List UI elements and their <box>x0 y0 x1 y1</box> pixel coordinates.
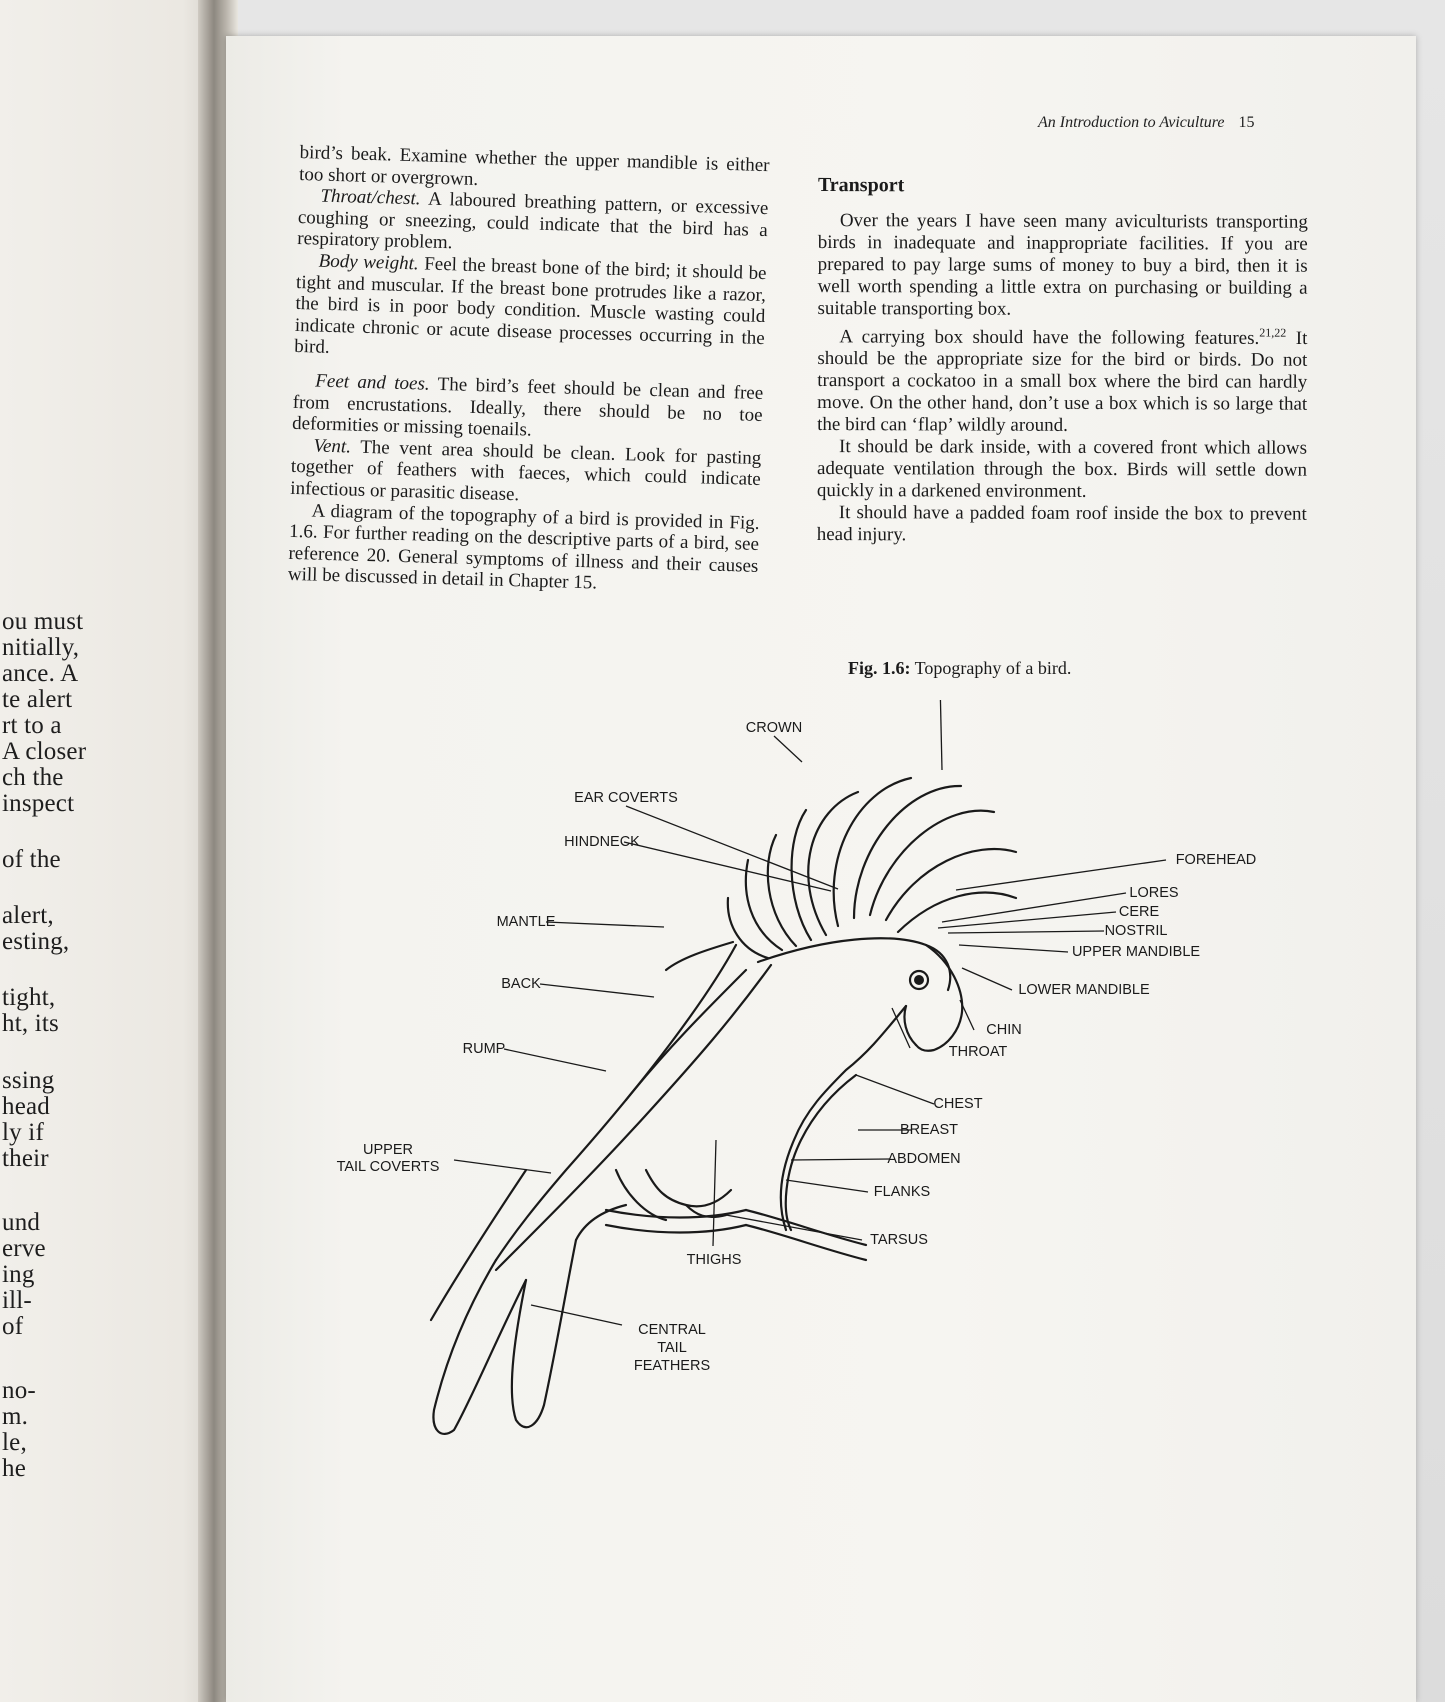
left-page-line: ing <box>2 1261 35 1288</box>
left-page-line: no- <box>2 1377 36 1404</box>
label-hindneck: HINDNECK <box>564 834 640 850</box>
leader-line <box>504 1049 606 1071</box>
figure-caption-label: Fig. 1.6: <box>848 658 911 678</box>
leader-line <box>626 806 838 889</box>
left-page <box>0 0 215 1702</box>
leader-line <box>540 984 654 997</box>
figure-caption-text: Topography of a bird. <box>910 658 1072 678</box>
left-page-line: rt to a <box>2 712 62 739</box>
label-forehead: FOREHEAD <box>1175 852 1257 868</box>
paragraph-text: It should be dark inside, with a covered front which allows adequate ventilation through the box. Birds will settle down quickly in a darkened environment. <box>816 436 1308 503</box>
back-outline <box>496 965 771 1270</box>
left-page-line: alert, <box>2 902 54 929</box>
perch <box>746 1210 866 1245</box>
left-page-line: und <box>2 1209 41 1236</box>
left-page-line: inspect <box>2 790 75 817</box>
leader-line <box>726 1215 862 1240</box>
leader-line <box>786 1180 868 1192</box>
left-page-line: of the <box>2 846 61 873</box>
label-abdomen: ABDOMEN <box>887 1151 961 1167</box>
left-page-line: ch the <box>2 764 64 791</box>
reference-superscript: 21,22 <box>1259 325 1287 340</box>
bird-topography-figure <box>226 700 1376 1500</box>
left-page-line: esting, <box>2 928 70 955</box>
label-lower-mandible: LOWER MANDIBLE <box>1018 982 1150 998</box>
crest-feather <box>870 811 994 915</box>
left-page-line: head <box>2 1093 50 1120</box>
figure-labels <box>337 700 1257 1374</box>
label-tail-coverts: TAIL COVERTS <box>336 1159 440 1175</box>
paragraph-text: Over the years I have seen many aviculturists transporting birds in inadequate and inappropriate facilities. If you are prepared to pay large sums of money to buy a bird, then it is well worth spending a little extra on purchasing or building a suitable transporting box. <box>817 210 1308 320</box>
label-rump: RUMP <box>462 1041 506 1057</box>
paragraph <box>817 320 1307 438</box>
right-text-column <box>817 174 1308 548</box>
label-chest: CHEST <box>933 1096 983 1112</box>
paragraph-text: It should have a padded foam roof inside the box to prevent head injury. <box>816 502 1307 546</box>
paragraph-text: bird’s beak. Examine whether the upper mandible is either too short or overgrown. <box>298 142 770 190</box>
paragraph-text: The bird’s feet should be clean and free from encrustations. Ideally, there should be no toe deformities or missing toenails. <box>291 373 764 441</box>
left-page-line: of <box>2 1313 24 1340</box>
leader-line <box>938 912 1116 928</box>
left-page-line: their <box>2 1145 49 1172</box>
left-page-line: he <box>2 1455 26 1482</box>
label-thighs: THIGHS <box>686 1252 742 1268</box>
left-page-line: ly if <box>2 1119 44 1146</box>
label-upper-mandible: UPPER MANDIBLE <box>1071 944 1201 960</box>
label-throat: THROAT <box>948 1044 1008 1060</box>
paragraph <box>817 210 1307 322</box>
left-page-line: ill- <box>2 1287 32 1314</box>
bird-eye <box>910 971 928 989</box>
running-head-title: An Introduction to Aviculture <box>1038 114 1225 131</box>
leader-line <box>774 736 802 762</box>
leader-line <box>959 945 1068 952</box>
leader-line <box>546 922 664 927</box>
left-text-column <box>288 142 770 599</box>
paragraph-lead: Vent. <box>313 435 352 458</box>
paragraph-lead: Throat/chest. <box>320 185 421 210</box>
paragraph-lead: Feet and toes. <box>315 370 430 395</box>
paragraph <box>294 250 767 371</box>
left-page-line: tight, <box>2 984 56 1011</box>
leader-line <box>940 700 942 770</box>
label-nostril: NOSTRIL <box>1104 923 1168 939</box>
mantle-outline <box>626 970 746 1100</box>
page-number: 15 <box>1238 114 1255 131</box>
label-chin: CHIN <box>986 1022 1022 1038</box>
label-tail: TAIL <box>657 1340 687 1356</box>
perch <box>606 1225 746 1233</box>
label-back: BACK <box>501 976 541 992</box>
label-mantle: MANTLE <box>496 914 556 930</box>
label-lores: LORES <box>1129 885 1179 901</box>
left-page-line: ht, its <box>2 1010 59 1037</box>
cockatoo-illustration <box>431 778 1016 1434</box>
leader-line <box>942 893 1126 922</box>
crest-feather <box>808 792 858 935</box>
label-cere: CERE <box>1118 904 1160 920</box>
label-flanks: FLANKS <box>873 1184 931 1200</box>
label-upper: UPPER <box>363 1142 413 1158</box>
leader-lines <box>454 700 1166 1325</box>
left-page-line: A closer <box>2 738 87 765</box>
left-page-line: nitially, <box>2 634 80 661</box>
eye-pupil <box>914 975 924 985</box>
paragraph-text: It should be the appropriate size for the bird or birds. Do not transport a cockatoo in a small box where the bird can hardly move. On the other hand, don’t use a box which is so large that the bird can ‘flap’ wildly around. <box>817 327 1308 437</box>
upper-beak <box>916 945 962 1051</box>
left-page-line: m. <box>2 1403 29 1430</box>
paragraph-text: Feel the breast bone of the bird; it should be tight and muscular. If the breast bone protrudes like a razor, the bird is in poor body condition. Muscle wasting could indicate chronic or acute disease processes occurring in the bird. <box>293 253 767 359</box>
leader-line <box>791 1159 890 1160</box>
paragraph <box>817 502 1307 548</box>
section-heading: Transport <box>817 174 905 197</box>
paragraph <box>288 499 760 598</box>
leader-line <box>948 931 1104 933</box>
label-breast: BREAST <box>899 1122 959 1138</box>
paragraph <box>817 436 1307 504</box>
vent <box>576 1205 626 1240</box>
label-crown: CROWN <box>745 720 803 736</box>
leader-line <box>892 1008 910 1048</box>
left-page-line: te alert <box>2 686 73 713</box>
paragraph-text: The vent area should be clean. Look for pasting together of feathers with faeces, which could indicate infectious or parasitic disease. <box>290 436 762 506</box>
running-head <box>1038 114 1255 132</box>
left-page-line: ou must <box>2 608 84 635</box>
label-tarsus: TARSUS <box>870 1232 928 1248</box>
leader-line <box>624 842 831 891</box>
paragraph-text: A laboured breathing pattern, or excessive coughing or sneezing, could indicate that the bird has a respiratory problem. <box>297 188 769 254</box>
figure-caption <box>848 658 1071 679</box>
tail-feather <box>512 1240 576 1427</box>
crest-feather <box>854 786 961 918</box>
left-page-line: le, <box>2 1429 27 1456</box>
leader-line <box>856 1075 934 1104</box>
leader-line <box>454 1160 551 1173</box>
leader-line <box>531 1305 622 1325</box>
label-feathers: FEATHERS <box>633 1358 711 1374</box>
paragraph-lead: Body weight. <box>318 250 419 275</box>
left-page-line: ssing <box>2 1067 55 1094</box>
left-page-line: ance. A <box>2 660 79 687</box>
perch <box>606 1210 746 1218</box>
leader-line <box>962 968 1012 990</box>
paragraph-text: A carrying box should have the following features. <box>839 326 1260 349</box>
left-page-line: erve <box>2 1235 46 1262</box>
label-ear-coverts: EAR COVERTS <box>574 790 678 806</box>
label-central: CENTRAL <box>638 1322 706 1338</box>
tail-coverts <box>431 1170 526 1320</box>
crest-feather <box>746 860 782 950</box>
paragraph-text: A diagram of the topography of a bird is provided in Fig. 1.6. For further reading on the descriptive parts of a bird, see reference 20. General symptoms of illness and their causes will be discussed in detail in Chapter 15. <box>287 499 760 594</box>
thigh <box>646 1170 731 1206</box>
